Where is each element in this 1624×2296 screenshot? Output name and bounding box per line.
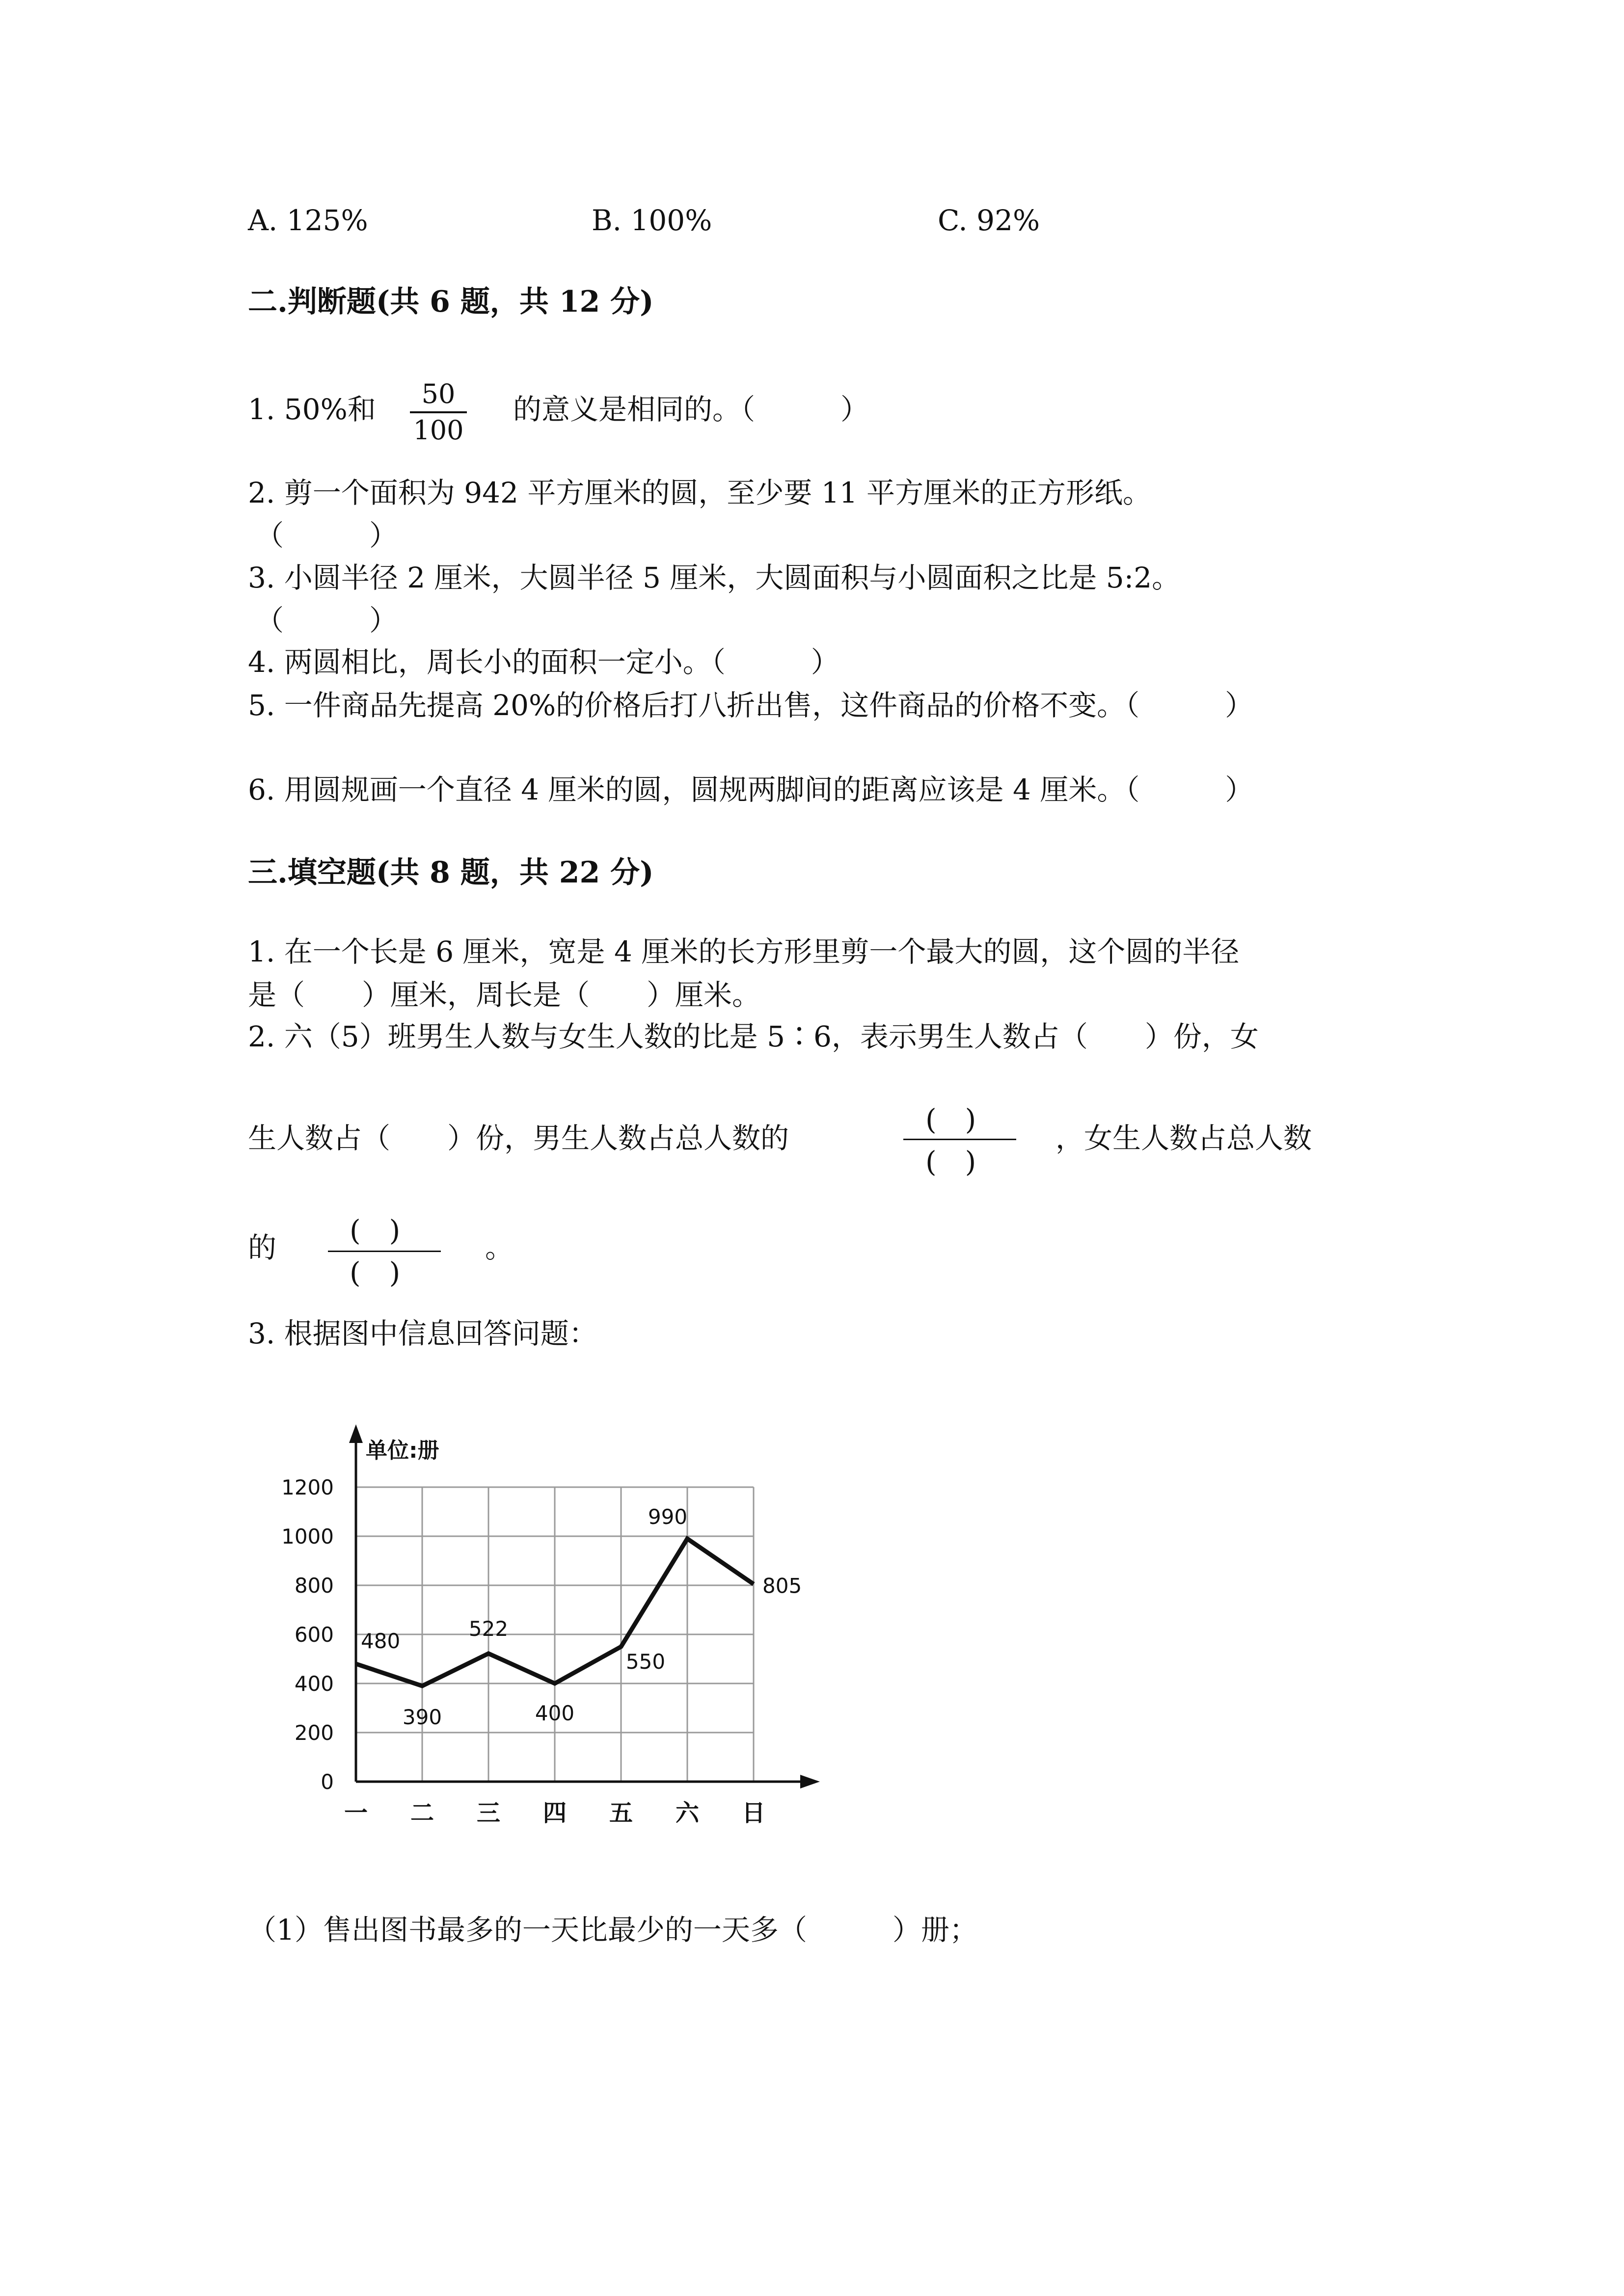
- unit-label: 单位:册: [366, 1438, 439, 1463]
- judgement-q4-text: 4. 两圆相比，周长小的面积一定小。（ ）: [248, 645, 839, 679]
- fill-q2-line2a: 生人数占（ ）份，男生人数占总人数的: [248, 1121, 789, 1155]
- y-tick-label: 1000: [281, 1524, 334, 1548]
- judgement-q3-blank: （ ）: [255, 604, 398, 637]
- x-tick-label: 五: [609, 1799, 633, 1827]
- option-b: B. 100%: [592, 204, 712, 237]
- judgement-q2-text: 2. 剪一个面积为 942 平方厘米的圆，至少要 11 平方厘米的正方形纸。: [248, 476, 1152, 509]
- fill-q2-frac2-bottom: ( ): [350, 1256, 401, 1289]
- data-labels: [361, 1505, 802, 1729]
- fill-q3-intro: 3. 根据图中信息回答问题：: [248, 1317, 597, 1350]
- judgement-q1-text: 1. 50%和: [248, 393, 376, 426]
- fill-q2-frac1-top: ( ): [925, 1103, 976, 1136]
- x-tick-label: 六: [675, 1799, 700, 1827]
- x-tick-label: 四: [542, 1799, 567, 1827]
- judgement-q6-text: 6. 用圆规画一个直径 4 厘米的圆，圆规两脚间的距离应该是 4 厘米。（ ）: [248, 773, 1254, 806]
- option-c: C. 92%: [938, 204, 1040, 237]
- data-label: 390: [402, 1705, 442, 1729]
- y-tick-label: 800: [294, 1574, 334, 1598]
- y-tick-label: 600: [294, 1623, 334, 1647]
- x-tick-labels: [344, 1799, 765, 1827]
- x-tick-label: 日: [741, 1799, 766, 1827]
- data-label: 400: [535, 1701, 575, 1725]
- data-label: 550: [625, 1650, 666, 1674]
- judgement-q5-text: 5. 一件商品先提高 20%的价格后打八折出售，这件商品的价格不变。（ ）: [248, 689, 1254, 722]
- section-title-fill-in: 三.填空题(共 8 题，共 22 分): [248, 855, 654, 890]
- fill-q3-sub1: （1）售出图书最多的一天比最少的一天多（ ）册；: [248, 1913, 978, 1947]
- data-label: 805: [762, 1574, 802, 1598]
- fill-q2-line3a: 的: [248, 1231, 277, 1264]
- fill-q1-line1: 1. 在一个长是 6 厘米，宽是 4 厘米的长方形里剪一个最大的圆，这个圆的半径: [248, 935, 1240, 968]
- fill-q2-line1: 2. 六（5）班男生人数与女生人数的比是 5∶6，表示男生人数占（ ）份，女: [248, 1020, 1259, 1053]
- fill-q1-line2: 是（ ）厘米，周长是（ ）厘米。: [248, 978, 761, 1012]
- judgement-q1-tail: 的意义是相同的。（ ）: [513, 393, 869, 426]
- option-a: A. 125%: [248, 204, 368, 237]
- y-tick-label: 0: [321, 1770, 334, 1794]
- judgement-q3-text: 3. 小圆半径 2 厘米，大圆半径 5 厘米，大圆面积与小圆面积之比是 5:2。: [248, 561, 1181, 594]
- x-tick-label: 二: [410, 1799, 434, 1827]
- y-tick-label: 1200: [281, 1475, 334, 1499]
- fraction-numerator: 50: [421, 378, 456, 409]
- x-axis-arrow: [800, 1775, 820, 1789]
- data-label: 480: [361, 1629, 401, 1653]
- judgement-q2-blank: （ ）: [255, 519, 398, 552]
- data-label: 522: [468, 1617, 509, 1641]
- y-tick-label: 400: [294, 1672, 334, 1696]
- chart-grid: [356, 1487, 754, 1782]
- y-tick-label: 200: [294, 1721, 334, 1745]
- section-title-judgement: 二.判断题(共 6 题，共 12 分): [248, 285, 654, 319]
- fill-q2-frac1-bar: [903, 1139, 1016, 1140]
- fraction-bar: [410, 411, 467, 413]
- fill-q2-frac2-bar: [328, 1251, 441, 1252]
- x-tick-label: 三: [476, 1799, 501, 1827]
- y-tick-labels: [281, 1475, 334, 1794]
- fill-q2-frac1-bottom: ( ): [925, 1145, 976, 1178]
- fill-q2-line3b: 。: [485, 1231, 514, 1264]
- y-axis-arrow: [349, 1424, 363, 1443]
- book-sales-line-chart: [265, 1414, 874, 1841]
- fill-q2-line2b: ，女生人数占总人数: [1056, 1121, 1312, 1155]
- fill-q2-frac2-top: ( ): [350, 1214, 401, 1247]
- chart-axes: [349, 1424, 820, 1789]
- x-tick-label: 一: [344, 1799, 368, 1827]
- fraction-denominator: 100: [413, 415, 464, 446]
- data-label: 990: [648, 1505, 688, 1529]
